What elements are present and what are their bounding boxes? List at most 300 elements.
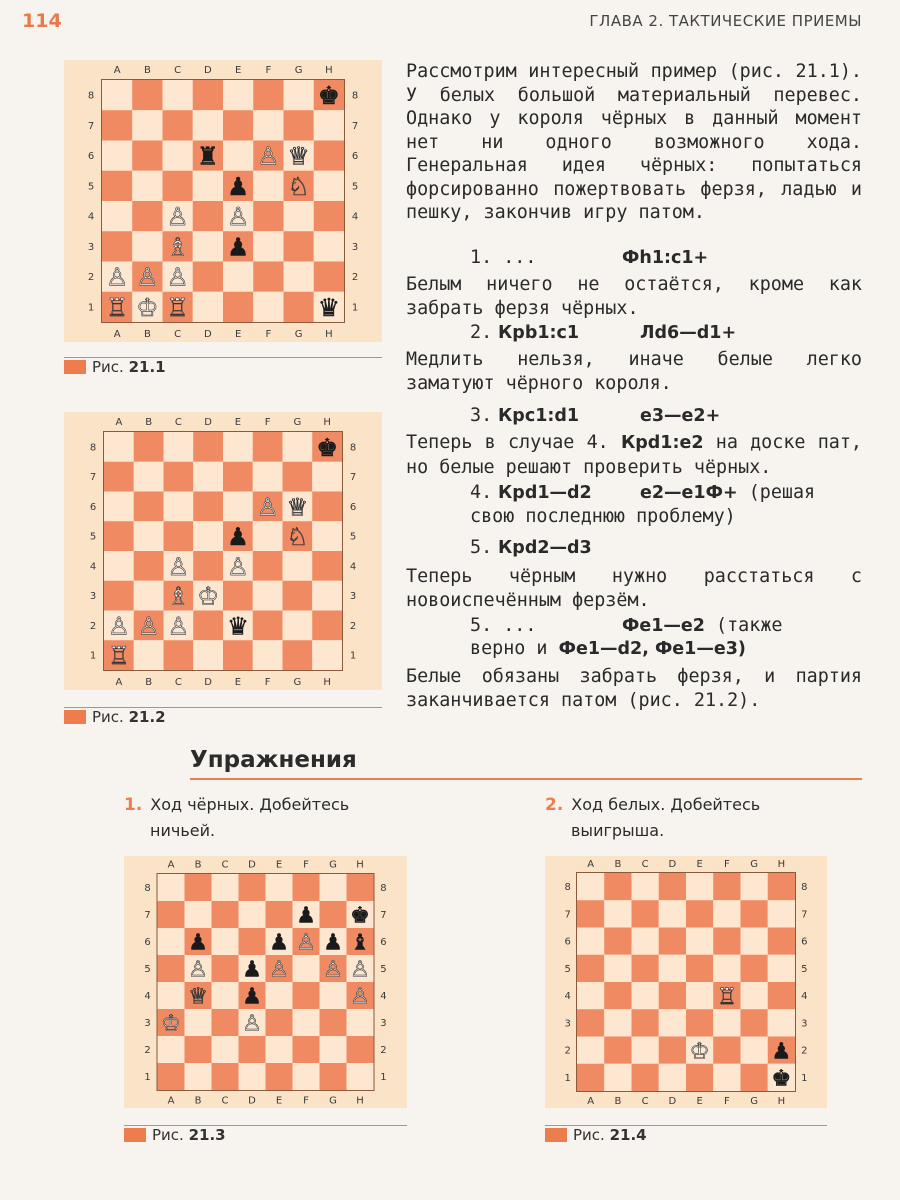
rank-label: 6 — [801, 936, 808, 948]
board-square — [283, 611, 313, 641]
board-square — [266, 1063, 293, 1090]
board-square — [212, 955, 239, 982]
board-square — [283, 551, 313, 581]
white-pawn-b2: ♙ — [136, 262, 159, 292]
board-square — [266, 1036, 293, 1063]
file-label: G — [293, 417, 302, 428]
rank-label: 5 — [351, 181, 359, 193]
board-square — [320, 1009, 347, 1036]
board-square — [104, 432, 134, 462]
board-square — [312, 492, 342, 522]
board-square — [314, 262, 344, 292]
board-square — [239, 928, 266, 955]
board-square — [632, 955, 659, 982]
rank-label: 6 — [87, 151, 95, 163]
board-square — [293, 982, 320, 1009]
file-label: H — [325, 329, 333, 340]
board-square — [577, 873, 604, 900]
file-label: F — [264, 417, 271, 428]
figure-caption-21-1: Рис. 21.1 — [64, 358, 166, 376]
caption-marker — [64, 710, 86, 724]
file-label: G — [750, 859, 758, 871]
white-pawn-h5: ♙ — [350, 956, 370, 983]
black-bishop-h6: ♝ — [350, 929, 370, 956]
board-square — [104, 551, 134, 581]
board-square — [320, 874, 347, 901]
move-4: 4. Крd1—d2 e2—e1Ф+ (решая — [470, 482, 816, 503]
caption-rule — [545, 1125, 827, 1126]
board-square — [193, 292, 223, 322]
exercise-1: 1. Ход чёрных. Добейтесь ничьей. — [124, 795, 350, 840]
board-square — [163, 171, 193, 201]
file-label: A — [115, 677, 123, 688]
board-square — [132, 80, 162, 110]
board-square — [253, 581, 283, 611]
paragraph-3: Медлить нельзя, иначе белые легко заматуют чёрного короля. — [406, 349, 862, 394]
white-queen-g6: ♕ — [286, 492, 309, 522]
board-square — [134, 462, 164, 492]
file-label: A — [587, 1095, 595, 1107]
file-label: H — [325, 65, 333, 76]
board-square — [741, 982, 768, 1009]
file-label: G — [294, 329, 303, 340]
black-pawn-e5: ♟ — [227, 171, 250, 201]
file-label: B — [145, 417, 153, 428]
white-rook-f4: ♖ — [716, 983, 737, 1010]
file-label: E — [275, 859, 283, 871]
chess-board-21-2 — [64, 412, 382, 690]
move-1: 1. ... Фh1:c1+ — [470, 247, 709, 268]
black-pawn-f7: ♟ — [296, 902, 316, 929]
rank-label: 4 — [349, 561, 357, 573]
board-square — [283, 640, 313, 670]
board-square — [659, 873, 686, 900]
board-square — [223, 640, 253, 670]
board-square — [713, 1064, 740, 1091]
rank-label: 2 — [144, 1045, 151, 1056]
board-square — [185, 1063, 212, 1090]
board-square — [193, 462, 223, 492]
rank-label: 7 — [144, 910, 151, 921]
board-square — [158, 1063, 185, 1090]
board-square — [223, 581, 253, 611]
section-rule — [190, 778, 862, 780]
black-pawn-e3: ♟ — [227, 232, 250, 262]
file-label: D — [248, 859, 256, 871]
board-square — [293, 874, 320, 901]
white-pawn-b2: ♙ — [137, 611, 160, 641]
file-label: F — [265, 329, 272, 340]
board-square — [713, 900, 740, 927]
black-pawn-h2: ♟ — [771, 1038, 792, 1065]
board-square — [223, 110, 253, 140]
board-square — [134, 432, 164, 462]
rank-label: 7 — [351, 120, 359, 132]
rank-label: 6 — [380, 937, 387, 948]
black-pawn-e5: ♟ — [226, 522, 249, 552]
rank-label: 6 — [144, 937, 151, 948]
board-square — [312, 581, 342, 611]
file-label: E — [696, 859, 703, 871]
file-label: A — [113, 329, 121, 340]
white-king-e2: ♔ — [689, 1038, 710, 1065]
board-square — [283, 581, 313, 611]
board-graphic — [545, 856, 827, 1108]
board-square — [659, 928, 686, 955]
board-square — [632, 1037, 659, 1064]
board-square — [253, 171, 283, 201]
rank-label: 8 — [801, 882, 808, 894]
board-square — [132, 141, 162, 171]
board-square — [212, 982, 239, 1009]
caption-rule — [64, 357, 382, 358]
file-label: E — [234, 417, 242, 428]
board-square — [132, 110, 162, 140]
board-square — [632, 928, 659, 955]
file-label: D — [668, 1095, 677, 1107]
board-square — [284, 80, 314, 110]
white-king-a3: ♔ — [161, 1010, 181, 1037]
board-square — [320, 901, 347, 928]
file-label: B — [194, 1095, 202, 1107]
rank-label: 8 — [144, 883, 151, 894]
black-queen-h1: ♛ — [317, 292, 340, 322]
file-label: E — [234, 329, 242, 340]
board-square — [253, 551, 283, 581]
board-square — [163, 110, 193, 140]
file-label: D — [204, 329, 212, 340]
file-label: C — [174, 65, 182, 76]
board-square — [223, 292, 253, 322]
board-square — [741, 1037, 768, 1064]
board-square — [223, 462, 253, 492]
rank-label: 3 — [351, 241, 359, 253]
board-square — [284, 262, 314, 292]
file-label: H — [323, 417, 331, 428]
board-square — [604, 900, 631, 927]
board-square — [347, 874, 374, 901]
rank-label: 4 — [144, 991, 151, 1002]
chess-board-21-1 — [64, 60, 382, 342]
white-pawn-f6: ♙ — [256, 492, 279, 522]
board-square — [185, 1009, 212, 1036]
board-square — [577, 1037, 604, 1064]
board-square — [253, 110, 283, 140]
white-king-b1: ♔ — [136, 292, 159, 322]
board-square — [577, 1009, 604, 1036]
board-square — [253, 521, 283, 551]
board-square — [312, 521, 342, 551]
rank-label: 3 — [87, 241, 95, 253]
file-label: H — [356, 1095, 364, 1107]
board-square — [604, 1064, 631, 1091]
board-square — [320, 982, 347, 1009]
rank-label: 4 — [801, 991, 808, 1003]
file-label: E — [234, 65, 242, 76]
rank-label: 2 — [87, 272, 95, 284]
rank-label: 5 — [144, 964, 151, 975]
board-square — [312, 551, 342, 581]
white-rook-a1: ♖ — [107, 641, 130, 671]
board-square — [632, 1064, 659, 1091]
rank-label: 7 — [564, 909, 571, 921]
rank-label: 2 — [564, 1045, 571, 1057]
board-square — [253, 611, 283, 641]
rank-label: 3 — [89, 591, 97, 603]
board-square — [104, 492, 134, 522]
caption-rule — [64, 707, 382, 708]
board-square — [741, 1064, 768, 1091]
board-square — [741, 900, 768, 927]
rank-label: 8 — [380, 883, 387, 894]
board-square — [134, 492, 164, 522]
file-label: H — [323, 677, 331, 688]
chess-board-21-3 — [124, 856, 407, 1108]
board-square — [163, 141, 193, 171]
board-square — [193, 80, 223, 110]
file-label: B — [143, 329, 151, 340]
board-square — [577, 955, 604, 982]
white-queen-b4: ♕ — [188, 983, 208, 1010]
board-square — [212, 901, 239, 928]
board-square — [253, 292, 283, 322]
file-label: F — [265, 65, 272, 76]
white-rook-a1: ♖ — [106, 292, 129, 322]
rank-label: 1 — [89, 650, 97, 662]
board-square — [193, 551, 223, 581]
board-square — [686, 955, 713, 982]
rank-label: 8 — [349, 442, 357, 454]
file-label: C — [174, 417, 182, 428]
file-label: G — [294, 65, 303, 76]
board-square — [193, 521, 223, 551]
board-square — [132, 231, 162, 261]
move-4-comment: свою последнюю проблему) — [470, 506, 736, 527]
rank-label: 2 — [801, 1045, 808, 1057]
board-square — [158, 928, 185, 955]
file-label: C — [641, 1095, 649, 1107]
paragraph-5: Теперь чёрным нужно расстаться с новоиспечённым ферзём. — [406, 566, 862, 611]
intro-paragraph: Рассмотрим интересный пример (рис. 21.1). У белых большой материальный перевес. Однако у короля чёрных в данный момент нет ни одного возможного хода. Генеральная идея чёрных: попытаться форсированно пожертвовать ферзя, ладью и пешку, закончив игру патом. — [406, 61, 862, 223]
board-square — [283, 462, 313, 492]
board-square — [253, 231, 283, 261]
board-square — [158, 955, 185, 982]
rank-label: 4 — [564, 991, 571, 1003]
board-square — [284, 231, 314, 261]
board-square — [713, 955, 740, 982]
board-square — [659, 1009, 686, 1036]
file-label: H — [356, 859, 364, 871]
board-square — [577, 1064, 604, 1091]
board-square — [604, 873, 631, 900]
rank-label: 3 — [144, 1018, 151, 1029]
file-label: E — [696, 1095, 703, 1107]
board-square — [713, 873, 740, 900]
board-square — [284, 201, 314, 231]
file-label: A — [167, 859, 175, 871]
rank-label: 8 — [564, 882, 571, 894]
file-label: G — [750, 1095, 758, 1107]
black-pawn-g6: ♟ — [323, 929, 343, 956]
board-square — [223, 492, 253, 522]
board-square — [164, 521, 194, 551]
board-square — [314, 171, 344, 201]
board-square — [768, 928, 795, 955]
rank-label: 4 — [87, 211, 95, 223]
board-square — [347, 1009, 374, 1036]
board-square — [164, 640, 194, 670]
board-square — [604, 955, 631, 982]
move-5-comment: верно и Фe1—d2, Фe1—e3) — [470, 638, 746, 659]
board-square — [193, 201, 223, 231]
board-square — [223, 80, 253, 110]
caption-marker — [545, 1128, 567, 1142]
black-queen-e2: ♛ — [226, 611, 249, 641]
section-title: Упражнения — [190, 747, 357, 773]
black-king-h8: ♚ — [317, 81, 340, 111]
board-square — [768, 873, 795, 900]
file-label: E — [275, 1095, 283, 1107]
rank-label: 5 — [89, 531, 97, 543]
file-label: C — [221, 859, 229, 871]
board-square — [212, 1063, 239, 1090]
file-label: G — [329, 859, 337, 871]
board-square — [164, 492, 194, 522]
board-square — [284, 292, 314, 322]
board-square — [193, 611, 223, 641]
rank-label: 8 — [87, 90, 95, 102]
board-square — [239, 1063, 266, 1090]
board-square — [193, 492, 223, 522]
board-square — [266, 982, 293, 1009]
file-label: G — [293, 677, 302, 688]
white-pawn-e4: ♙ — [227, 202, 250, 232]
rank-label: 7 — [349, 472, 357, 484]
white-king-d3: ♔ — [197, 581, 220, 611]
board-square — [659, 900, 686, 927]
board-square — [320, 1036, 347, 1063]
board-graphic — [64, 412, 382, 690]
board-square — [659, 1037, 686, 1064]
board-square — [102, 110, 132, 140]
board-square — [659, 955, 686, 982]
board-square — [102, 80, 132, 110]
file-label: C — [174, 329, 182, 340]
page-number: 114 — [22, 10, 62, 32]
board-square — [132, 201, 162, 231]
rank-label: 8 — [351, 90, 359, 102]
file-label: A — [167, 1095, 175, 1107]
board-square — [253, 80, 283, 110]
file-label: C — [221, 1095, 229, 1107]
white-pawn-f6: ♙ — [296, 929, 316, 956]
black-pawn-b6: ♟ — [188, 929, 208, 956]
file-label: D — [204, 677, 212, 688]
rank-label: 1 — [801, 1072, 808, 1084]
board-square — [266, 874, 293, 901]
board-square — [314, 201, 344, 231]
white-pawn-b5: ♙ — [188, 956, 208, 983]
rank-label: 6 — [351, 151, 359, 163]
black-pawn-e6: ♟ — [269, 929, 289, 956]
rank-label: 5 — [564, 963, 571, 975]
board-square — [212, 1036, 239, 1063]
board-square — [741, 1009, 768, 1036]
white-knight-g5: ♘ — [287, 171, 310, 201]
figure-caption-21-4: Рис. 21.4 — [545, 1126, 647, 1144]
board-square — [158, 982, 185, 1009]
file-label: B — [614, 859, 622, 871]
file-label: E — [234, 677, 242, 688]
rank-label: 3 — [349, 591, 357, 603]
board-square — [768, 955, 795, 982]
board-square — [239, 1036, 266, 1063]
board-square — [239, 874, 266, 901]
board-square — [185, 901, 212, 928]
board-square — [253, 462, 283, 492]
board-square — [314, 141, 344, 171]
board-square — [104, 521, 134, 551]
board-square — [212, 928, 239, 955]
board-square — [768, 982, 795, 1009]
file-label: G — [329, 1095, 337, 1107]
move-2: 2. Крb1:c1 Лd6—d1+ — [470, 322, 737, 343]
file-label: B — [143, 65, 151, 76]
board-square — [212, 1009, 239, 1036]
board-square — [134, 521, 164, 551]
board-square — [104, 462, 134, 492]
board-square — [104, 581, 134, 611]
caption-marker — [124, 1128, 146, 1142]
rank-label: 7 — [89, 472, 97, 484]
board-square — [223, 262, 253, 292]
board-square — [686, 982, 713, 1009]
move-5: 5. Крd2—d3 — [470, 537, 592, 558]
board-square — [223, 432, 253, 462]
file-label: F — [723, 1095, 730, 1107]
file-label: F — [264, 677, 271, 688]
file-label: A — [587, 859, 595, 871]
board-square — [314, 110, 344, 140]
file-label: D — [204, 417, 212, 428]
board-square — [604, 1037, 631, 1064]
white-pawn-f6: ♙ — [257, 141, 280, 171]
board-square — [158, 874, 185, 901]
white-pawn-c4: ♙ — [167, 551, 190, 581]
rank-label: 1 — [564, 1072, 571, 1084]
rank-label: 2 — [89, 620, 97, 632]
board-square — [293, 1063, 320, 1090]
paragraph-2: Белым ничего не остаётся, кроме как забрать ферзя чёрных. — [406, 274, 862, 319]
rank-label: 3 — [380, 1018, 387, 1029]
file-label: D — [248, 1095, 256, 1107]
board-square — [266, 901, 293, 928]
black-king-h7: ♚ — [350, 902, 370, 929]
file-label: A — [113, 65, 121, 76]
move-5-black: 5. ... Фe1—e2 (также — [470, 615, 783, 636]
caption-marker — [64, 360, 86, 374]
file-label: B — [145, 677, 153, 688]
rank-label: 7 — [87, 120, 95, 132]
board-square — [686, 873, 713, 900]
file-label: D — [668, 859, 677, 871]
board-square — [239, 901, 266, 928]
exercise-2: 2. Ход белых. Добейтесь выигрыша. — [545, 795, 761, 840]
board-square — [632, 982, 659, 1009]
caption-rule — [124, 1125, 407, 1126]
rank-label: 4 — [351, 211, 359, 223]
board-square — [604, 1009, 631, 1036]
